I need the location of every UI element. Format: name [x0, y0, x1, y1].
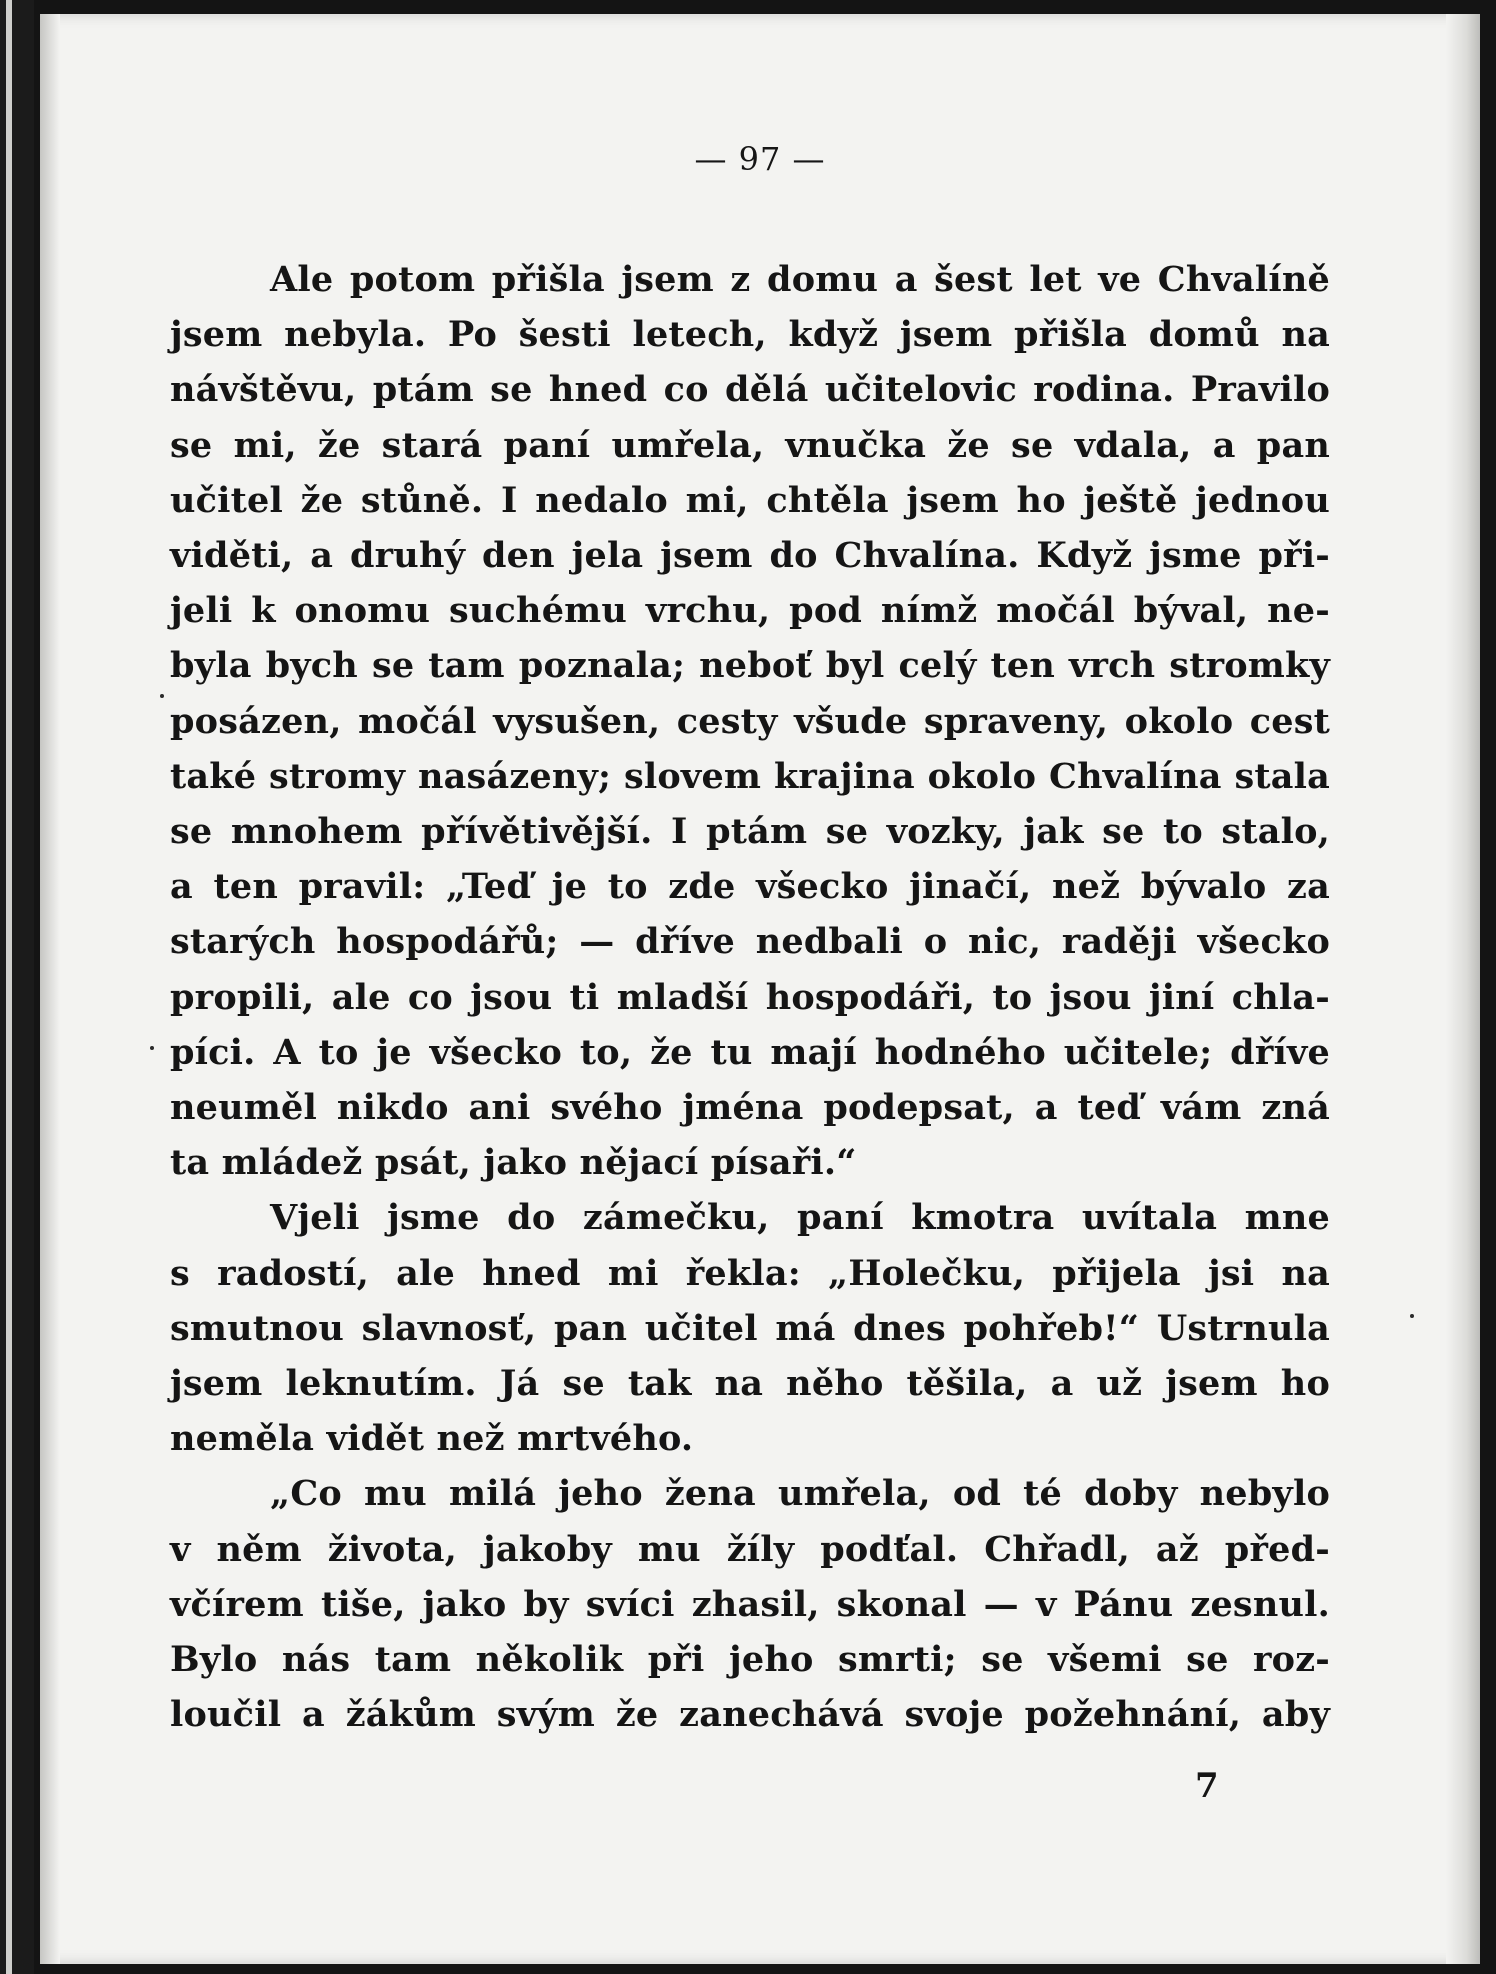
text-line: neměla vidět než mrtvého. [170, 1418, 694, 1460]
text-line: jeli k onomu suchému vrchu, pod nímž močál býval, ne- [170, 590, 1330, 632]
text-line: neuměl nikdo ani svého jména podepsat, a teď vám zná [170, 1087, 1330, 1129]
text-line: loučil a žákům svým že zanechává svoje požehnání, aby [170, 1694, 1330, 1736]
scan-speck [160, 694, 164, 698]
scan-speck [1410, 1314, 1414, 1318]
text-line: Bylo nás tam několik při jeho smrti; se všemi se roz- [170, 1639, 1330, 1681]
text-line: posázen, močál vysušen, cesty všude spraveny, okolo cest [170, 700, 1330, 742]
text-line: se mi, že stará paní umřela, vnučka že se vdala, a pan [170, 424, 1330, 466]
scan-left-border [0, 0, 34, 1974]
text-line: Ale potom přišla jsem z domu a šest let ve Chvalíně [270, 259, 1330, 300]
text-line: v něm života, jakoby mu žíly podťal. Chřadl, až před- [170, 1528, 1330, 1570]
text-line: učitel že stůně. I nedalo mi, chtěla jsem ho ještě jednou [170, 479, 1330, 521]
text-line: také stromy nasázeny; slovem krajina okolo Chvalína stala [170, 755, 1330, 797]
page-number: — 97 — [694, 140, 826, 178]
page-gutter-shadow [40, 14, 60, 1964]
text-line: starých hospodářů; — dříve nedbali o nic, raději všecko [170, 921, 1330, 963]
text-line: smutnou slavnosť, pan učitel má dnes pohřeb!“ Ustrnula [170, 1307, 1330, 1349]
text-line: jsem nebyla. Po šesti letech, když jsem přišla domů na [170, 314, 1330, 356]
paragraph [170, 1466, 1330, 1742]
text-line: Vjeli jsme do zámečku, paní kmotra uvítala mne [270, 1197, 1330, 1239]
text-line: píci. A to je všecko to, že tu mají hodného učitele; dříve [170, 1031, 1330, 1073]
text-line: jsem leknutím. Já se tak na něho těšila, a už jsem ho [170, 1363, 1330, 1405]
text-line: včírem tiše, jako by svíci zhasil, skonal — v Pánu zesnul. [170, 1583, 1330, 1625]
paragraph [170, 1190, 1330, 1466]
page-edge-shadow [1446, 14, 1480, 1964]
book-page [40, 14, 1480, 1964]
text-line: viděti, a druhý den jela jsem do Chvalína. Když jsme při- [170, 535, 1330, 577]
scan-speck [150, 1046, 154, 1050]
text-line: byla bych se tam poznala; neboť byl celý ten vrch stromky [170, 645, 1330, 687]
text-line: návštěvu, ptám se hned co dělá učitelovic rodina. Pravilo [170, 369, 1330, 411]
body-text [170, 252, 1330, 1742]
signature-mark: 7 [1195, 1766, 1219, 1806]
text-line: „Co mu milá jeho žena umřela, od té doby nebylo [270, 1473, 1330, 1515]
adjacent-page-edge [6, 0, 12, 1974]
paragraph [170, 252, 1330, 1190]
text-line: se mnohem přívětivější. I ptám se vozky, jak se to stalo, [170, 811, 1330, 853]
text-line: propili, ale co jsou ti mladší hospodáři, to jsou jiní chla- [170, 976, 1330, 1018]
text-line: a ten pravil: „Teď je to zde všecko jinačí, než bývalo za [170, 866, 1330, 908]
text-line: ta mládež psát, jako nějací písaři.“ [170, 1142, 857, 1184]
text-line: s radostí, ale hned mi řekla: „Holečku, přijela jsi na [170, 1252, 1330, 1294]
